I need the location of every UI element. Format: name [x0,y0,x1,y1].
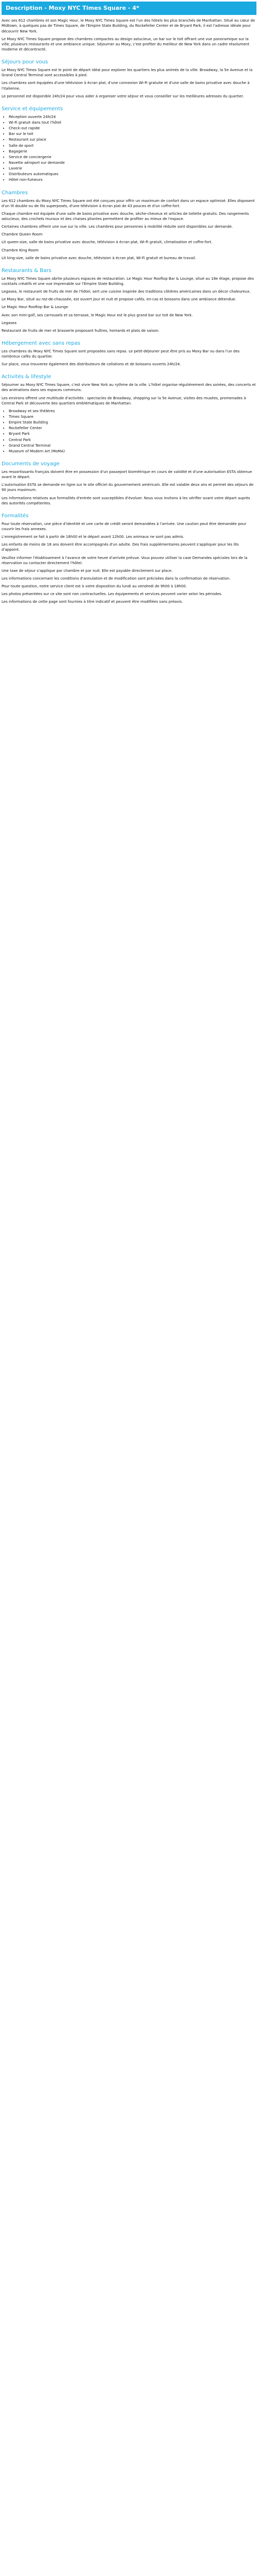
sejour-paragraph: Les chambres sont équipées d'une télévision à écran plat, d'une connexion Wi-Fi gratuite et d'une salle de bains privative avec douche à l'italienne. [2,81,250,91]
section-heading-formalites: Formalités [2,513,29,519]
section-heading-documents: Documents de voyage [2,461,60,467]
list-item: • Bryant Park [9,431,256,436]
list-item: • Rockefeller Center [9,426,256,431]
sejour-section [2,59,256,99]
activites-list [2,409,256,454]
formalites-paragraph: Pour toute réservation, une pièce d'identité et une carte de crédit seront demandées à l'arrivée. Une caution peut être demandée pour couvrir les frais annexes. [2,521,247,532]
section-heading-chambres: Chambres [2,190,28,196]
formalites-paragraph: Une taxe de séjour s'applique par chambre et par nuit. Elle est payable directement sur place. [2,568,173,573]
section-heading-activites: Activités & lifestyle [2,374,52,380]
chambres-paragraph: Les 612 chambres du Moxy NYC Times Square ont été conçues pour offrir un maximum de confort dans un espace optimisé. Elles disposent d'un lit double ou de lits superposés, d'une télévision à écran plat de 43 pouces et d'un coffre-fort. [2,198,255,208]
activites-paragraph: Les environs offrent une multitude d'activités : spectacles de Broadway, shopping sur la 5e Avenue, visites des musées, promenades à Central Park et découverte des quartiers emblématiques de Manhattan. [2,396,246,405]
hebergement-paragraph: Sur place, vous trouverez également des distributeurs de collations et de boissons ouverts 24h/24. [2,362,181,367]
hebergement-paragraph: Les chambres du Moxy NYC Times Square sont proposées sans repas. Le petit-déjeuner peut être pris au Moxy Bar ou dans l'un des nombreux cafés du quartier. [2,349,240,359]
restaurants-paragraph: Restaurant de fruits de mer et brasserie proposant huîtres, homards et plats de saison. [2,328,160,333]
formalites-paragraph: Les enfants de moins de 18 ans doivent être accompagnés d'un adulte. Des frais supplémentaires peuvent s'appliquer pour les lits d'appoint. [2,543,239,552]
list-item: • Broadway et ses théâtres [9,409,256,414]
list-item: • Empire State Building [9,420,256,425]
room-type-label: Chambre King Room [2,248,39,252]
list-item: • Service de conciergerie [9,155,256,160]
chambres-paragraph: Certaines chambres offrent une vue sur la ville. Les chambres pour personnes à mobilité réduite sont disponibles sur demande. [2,225,233,229]
intro-section [2,18,256,52]
formalites-paragraph: Pour toute question, notre service client est à votre disposition du lundi au vendredi de 9h00 à 18h00. [2,584,187,589]
list-item: • Museum of Modern Art (MoMA) [9,449,256,454]
activites-paragraph: Séjourner au Moxy NYC Times Square, c'est vivre New York au rythme de la ville. L'hôtel organise régulièrement des soirées, des concerts et des animations dans ses espaces communs. [2,383,256,393]
services-list [2,114,256,183]
list-item: • Réception ouverte 24h/24 [9,114,256,120]
documents-paragraph: L'autorisation ESTA se demande en ligne sur le site officiel du gouvernement américain. Elle est valable deux ans et permet des séjours de 90 jours maximum. [2,483,254,493]
intro-paragraph: Le Moxy NYC Times Square propose des chambres compactes au design astucieux, un bar sur le toit offrant une vue panoramique sur la ville, plusieurs restaurants et une ambiance unique. Séjourner au Moxy, c'est profiter du meilleur de New York dans un cadre résolument moderne et décontracté. [2,37,250,52]
list-item: • Wi-Fi gratuit dans tout l'hôtel [9,120,256,125]
list-item: • Bagagerie [9,149,256,154]
list-item: • Laverie [9,166,256,171]
list-item: • Times Square [9,414,256,419]
section-heading-restaurants: Restaurants & Bars [2,267,52,274]
restaurants-paragraph: Le Moxy NYC Times Square abrite plusieurs espaces de restauration. Le Magic Hour Rooftop Bar & Lounge, situé au 18e étage, propose des cocktails créatifs et une vue imprenable sur l'Empire State Building. [2,276,254,286]
section-heading-hebergement: Hébergement avec sans repas [2,340,80,346]
sejour-paragraph: Le personnel est disponible 24h/24 pour vous aider à organiser votre séjour et vous conseiller sur les meilleures adresses du quartier. [2,94,244,98]
list-item: • Distributeurs automatiques [9,172,256,177]
chambres-paragraph: Lit queen-size, salle de bains privative avec douche, télévision à écran plat, Wi-Fi gratuit, climatisation et coffre-fort. [2,240,213,245]
chambres-paragraph: Lit king-size, salle de bains privative avec douche, télévision à écran plat, Wi-Fi gratuit et bureau de travail. [2,256,197,260]
formalites-paragraph: L'enregistrement se fait à partir de 16h00 et le départ avant 12h00. Les animaux ne sont pas admis. [2,535,184,539]
formalites-paragraph: Veuillez informer l'établissement à l'avance de votre heure d'arrivée prévue. Vous pouvez utiliser la case Demandes spéciales lors de la réservation ou contacter directement l'hôtel. [2,555,248,565]
list-item: • Hôtel non-fumeurs [9,177,256,182]
room-type-label: Chambre Queen Room [2,232,43,237]
services-section [2,106,256,183]
list-item: • Bar sur le toit [9,131,256,137]
restaurants-section [2,268,256,333]
formalites-paragraph: Les informations concernant les conditions d'annulation et de modification sont précisées dans la confirmation de réservation. [2,577,231,581]
documents-section [2,461,256,506]
intro-paragraph: Avec ses 612 chambres et son Magic Hour, le Moxy NYC Times Square est l'un des hôtels les plus branchés de Manhattan. Situé au cœur de Midtown, à quelques pas de Times Square, de l'Empire State Building, du Rockefeller Center et de Bryant Park, il est l'adresse idéale pour découvrir New York. [2,19,255,33]
list-item: • Check-out rapide [9,126,256,131]
section-heading-services: Service et équipements [2,106,63,112]
page [0,0,258,618]
restaurants-paragraph: Avec son mini-golf, ses carrousels et sa terrasse, le Magic Hour est le plus grand bar sur toit de New York. [2,313,193,317]
restaurants-paragraph: Le Moxy Bar, situé au rez-de-chaussée, est ouvert jour et nuit et propose cafés, en-cas et boissons dans une ambiance détendue. [2,297,236,302]
list-item: • Salle de sport [9,143,256,148]
page-title: Description - Moxy NYC Times Square - 4* [2,2,256,15]
formalites-section [2,513,256,605]
list-item: • Navette aéroport sur demande [9,160,256,165]
chambres-section [2,190,256,261]
section-heading-sejour: Séjours pour vous [2,59,48,65]
venue-name: Le Magic Hour Rooftop Bar & Lounge [2,305,68,310]
chambres-paragraph: Chaque chambre est équipée d'une salle de bains privative avec douche, sèche-cheveux et articles de toilette gratuits. Des rangements astucieux, des crochets muraux et des chaises pliantes permettent de profiter au mieux de l'espace. [2,211,249,221]
venue-name: Legasea [2,320,17,325]
formalites-paragraph: Les photos présentées sur ce site sont non contractuelles. Les équipements et services peuvent varier selon les périodes. [2,592,222,597]
documents-paragraph: Les informations relatives aux formalités d'entrée sont susceptibles d'évoluer. Nous vous invitons à les vérifier avant votre départ auprès des autorités compétentes. [2,496,250,505]
sejour-paragraph: Le Moxy NYC Times Square est le point de départ idéal pour explorer les quartiers les plus animés de la ville. Broadway, la 5e Avenue et la Grand Central Terminal sont accessibles à pied. [2,68,253,78]
list-item: • Central Park [9,437,256,443]
list-item: • Restaurant sur place [9,137,256,142]
list-item: • Grand Central Terminal [9,443,256,448]
formalites-paragraph: Les informations de cette page sont fournies à titre indicatif et peuvent être modifiées sans préavis. [2,600,183,604]
loisirs-section [2,341,256,367]
activites-section [2,374,256,454]
documents-paragraph: Les ressortissants français doivent être en possession d'un passeport biométrique en cours de validité et d'une autorisation ESTA obtenue avant le départ. [2,470,252,480]
restaurants-paragraph: Legasea, le restaurant de fruits de mer de l'hôtel, sert une cuisine inspirée des traditions côtières américaines dans un décor chaleureux. [2,290,251,294]
